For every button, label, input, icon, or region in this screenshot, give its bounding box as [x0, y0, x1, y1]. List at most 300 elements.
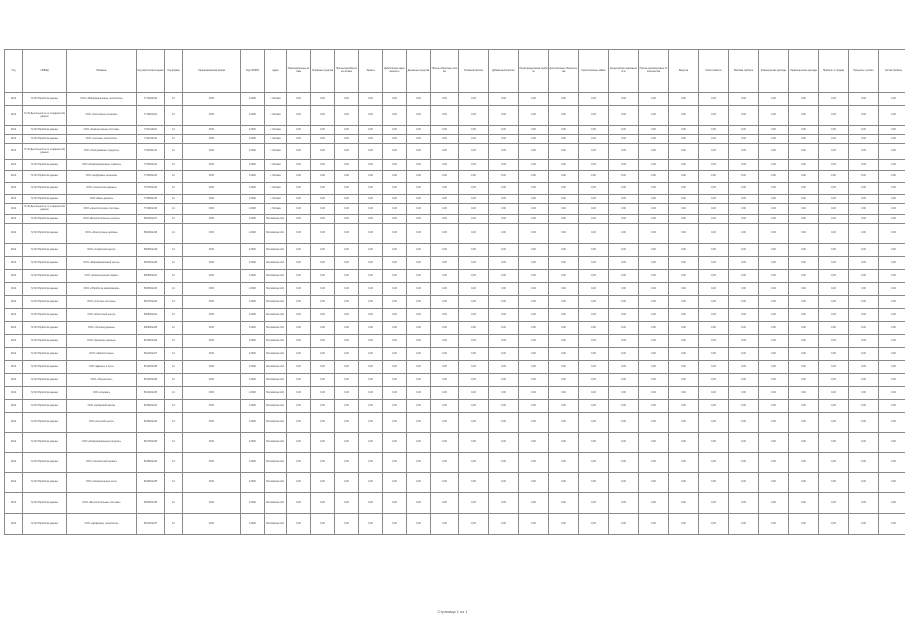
table-cell: 0,00	[519, 144, 549, 160]
table-cell: 0,00	[407, 387, 431, 400]
table-cell: 2014	[5, 106, 23, 126]
table-cell: 2014	[5, 400, 23, 413]
column-header: Управленческие расходы	[789, 50, 819, 93]
table-cell: 72.30 Обработка данных	[23, 224, 67, 244]
table-cell: 0,00	[549, 322, 579, 335]
table-cell: 0,00	[489, 224, 519, 244]
table-cell: 0,00	[549, 348, 579, 361]
table-cell: 0,00	[849, 400, 879, 413]
table-cell: 0,00	[579, 309, 609, 322]
table-cell: 0,00	[849, 160, 879, 171]
table-cell: 2014	[5, 473, 23, 493]
table-cell: 0,00	[789, 270, 819, 283]
table-cell: 12300	[241, 160, 265, 171]
table-cell: 12300	[241, 433, 265, 453]
table-cell: ООО	[183, 335, 241, 348]
table-cell: 0,00	[729, 400, 759, 413]
table-cell: 0,00	[669, 224, 699, 244]
table-cell: 0,00	[335, 144, 359, 160]
table-cell: 0,00	[789, 296, 819, 309]
table-cell: 0,00	[729, 135, 759, 144]
table-cell: 72.40 Деятельность по созданию баз данных	[23, 204, 67, 215]
table-cell: ООО «Информационные сервисы»	[67, 160, 137, 171]
table-cell: 0,00	[579, 183, 609, 195]
table-cell: ООО «Данные и сети»	[67, 361, 137, 374]
table-cell: 12	[165, 183, 183, 195]
table-cell: 0,00	[459, 322, 489, 335]
table-header-row	[5, 50, 905, 93]
table-cell: ООО «Цифровые решения»	[67, 171, 137, 183]
table-cell: 0,00	[407, 400, 431, 413]
table-cell: 0,00	[311, 171, 335, 183]
table-cell: 0,00	[639, 215, 669, 224]
table-cell: 0,00	[879, 204, 905, 215]
table-cell: ООО «Технический сервис»	[67, 453, 137, 473]
table-cell: 0,00	[819, 453, 849, 473]
table-cell: 0,00	[849, 224, 879, 244]
table-cell: 0,00	[459, 413, 489, 433]
table-cell: 0,00	[609, 224, 639, 244]
table-cell: 12300	[241, 135, 265, 144]
table-cell: 5004001220	[137, 257, 165, 270]
table-cell: ООО	[183, 160, 241, 171]
table-cell: 0,00	[519, 400, 549, 413]
table-cell: 0,00	[849, 106, 879, 126]
table-cell: 0,00	[519, 171, 549, 183]
table-cell: 0,00	[819, 413, 849, 433]
table-row	[5, 183, 905, 195]
table-cell: 0,00	[407, 144, 431, 160]
table-cell: 0,00	[639, 93, 669, 106]
table-cell: г. Москва	[265, 171, 287, 183]
table-cell: 0,00	[311, 126, 335, 135]
table-cell: ООО	[183, 322, 241, 335]
column-header: Денежные средства	[407, 50, 431, 93]
table-cell: 12300	[241, 270, 265, 283]
table-cell: 0,00	[759, 374, 789, 387]
table-cell: 0,00	[359, 413, 383, 433]
table-cell: 0,00	[639, 473, 669, 493]
table-cell: Московская обл.	[265, 374, 287, 387]
table-cell: 0,00	[311, 296, 335, 309]
table-cell: 0,00	[383, 309, 407, 322]
table-cell: 0,00	[639, 244, 669, 257]
table-cell: 0,00	[819, 224, 849, 244]
table-cell: 0,00	[407, 433, 431, 453]
table-cell: 0,00	[407, 453, 431, 473]
table-cell: 0,00	[489, 400, 519, 413]
table-cell: 0,00	[849, 335, 879, 348]
table-cell: 0,00	[311, 106, 335, 126]
table-cell: 0,00	[819, 296, 849, 309]
table-cell: 0,00	[759, 195, 789, 204]
table-cell: 0,00	[311, 215, 335, 224]
table-cell: 5002001218	[137, 224, 165, 244]
table-cell: 0,00	[579, 413, 609, 433]
table-cell: 0,00	[699, 204, 729, 215]
table-cell: 0,00	[699, 348, 729, 361]
table-cell: 12300	[241, 106, 265, 126]
table-cell: 0,00	[879, 257, 905, 270]
table-cell: ООО «Сетевые технологии»	[67, 135, 137, 144]
table-cell: 0,00	[849, 126, 879, 135]
table-cell: 0,00	[849, 215, 879, 224]
table-cell: 0,00	[407, 224, 431, 244]
table-cell: 12	[165, 493, 183, 514]
table-cell: 0,00	[699, 144, 729, 160]
table-cell: ООО «Компьютерный сервис»	[67, 270, 137, 283]
table-cell: 0,00	[669, 413, 699, 433]
table-cell: 0,00	[287, 348, 311, 361]
table-row	[5, 126, 905, 135]
table-row	[5, 296, 905, 309]
table-cell: 5019001235	[137, 473, 165, 493]
table-cell: 0,00	[549, 106, 579, 126]
table-cell: 12300	[241, 215, 265, 224]
table-cell: 0,00	[359, 309, 383, 322]
table-cell: 0,00	[383, 335, 407, 348]
table-cell: 0,00	[729, 204, 759, 215]
table-cell: 12	[165, 126, 183, 135]
table-cell: 12300	[241, 413, 265, 433]
table-cell: 0,00	[879, 215, 905, 224]
table-cell: 2014	[5, 195, 23, 204]
table-cell: 0,00	[459, 224, 489, 244]
table-cell: 72.30 Обработка данных	[23, 283, 67, 296]
table-cell: 0,00	[549, 126, 579, 135]
table-cell: 72.30 Обработка данных	[23, 335, 67, 348]
table-cell: 0,00	[729, 183, 759, 195]
table-cell: 0,00	[819, 473, 849, 493]
table-cell: 0,00	[639, 224, 669, 244]
table-cell: 2014	[5, 309, 23, 322]
table-cell: 0,00	[287, 413, 311, 433]
table-cell: 72.30 Обработка данных	[23, 93, 67, 106]
table-cell: 0,00	[609, 106, 639, 126]
table-cell: 0,00	[519, 493, 549, 514]
table-cell: 0,00	[549, 183, 579, 195]
table-cell: 0,00	[729, 309, 759, 322]
table-cell: 0,00	[489, 257, 519, 270]
table-cell: 0,00	[431, 309, 459, 322]
table-cell: 0,00	[609, 144, 639, 160]
table-cell: 0,00	[407, 514, 431, 535]
table-cell: 0,00	[549, 144, 579, 160]
table-cell: 0,00	[359, 257, 383, 270]
table-cell: 0,00	[459, 183, 489, 195]
table-cell: 0,00	[639, 283, 669, 296]
table-cell: ООО «Компьютерные системы»	[67, 126, 137, 135]
column-header: ОКВЭД	[23, 50, 67, 93]
table-cell: 2014	[5, 433, 23, 453]
table-cell: 0,00	[549, 93, 579, 106]
table-cell: 12300	[241, 171, 265, 183]
table-cell: 0,00	[549, 283, 579, 296]
table-cell: 0,00	[431, 215, 459, 224]
table-cell: 0,00	[609, 135, 639, 144]
table-cell: 72.30 Обработка данных	[23, 374, 67, 387]
table-cell: 0,00	[609, 126, 639, 135]
table-cell: 0,00	[789, 171, 819, 183]
table-cell: 0,00	[287, 283, 311, 296]
table-cell: 0,00	[459, 106, 489, 126]
table-cell: 2014	[5, 257, 23, 270]
table-cell: 0,00	[431, 244, 459, 257]
table-cell: ООО	[183, 296, 241, 309]
table-body	[5, 93, 905, 535]
table-cell: 0,00	[359, 135, 383, 144]
table-cell: 0,00	[459, 93, 489, 106]
table-cell: 0,00	[383, 195, 407, 204]
table-cell: 5016001232	[137, 413, 165, 433]
column-header: Чистая прибыль	[879, 50, 905, 93]
table-row	[5, 257, 905, 270]
table-cell: Московская обл.	[265, 296, 287, 309]
table-cell: 0,00	[459, 135, 489, 144]
table-cell: 0,00	[519, 126, 549, 135]
table-cell: 0,00	[579, 171, 609, 183]
table-cell: 0,00	[609, 400, 639, 413]
table-cell: 0,00	[383, 433, 407, 453]
table-cell: 0,00	[579, 215, 609, 224]
table-cell: 0,00	[519, 93, 549, 106]
table-cell: 0,00	[311, 361, 335, 374]
table-cell: 12	[165, 400, 183, 413]
table-cell: 0,00	[489, 473, 519, 493]
table-cell: 0,00	[489, 215, 519, 224]
table-row	[5, 433, 905, 453]
table-cell: 2014	[5, 348, 23, 361]
table-cell: 0,00	[489, 270, 519, 283]
table-cell: 0,00	[311, 433, 335, 453]
table-cell: 0,00	[311, 257, 335, 270]
table-cell: 0,00	[729, 93, 759, 106]
table-cell: 0,00	[431, 453, 459, 473]
table-cell: 0,00	[759, 171, 789, 183]
table-cell: 0,00	[431, 433, 459, 453]
table-cell: 0,00	[729, 126, 759, 135]
column-header: Дебиторская задолженность	[383, 50, 407, 93]
table-cell: 0,00	[819, 348, 849, 361]
column-header: Добавочный капитал	[489, 50, 519, 93]
table-cell: 0,00	[819, 106, 849, 126]
table-cell: ООО «Процессинг»	[67, 374, 137, 387]
column-header: Год	[5, 50, 23, 93]
table-cell: 0,00	[579, 473, 609, 493]
table-cell: 0,00	[459, 493, 489, 514]
table-cell: 0,00	[609, 215, 639, 224]
table-cell: 0,00	[579, 244, 609, 257]
table-cell: 5003001219	[137, 244, 165, 257]
table-cell: 0,00	[579, 335, 609, 348]
table-cell: 12	[165, 204, 183, 215]
table-cell: 0,00	[407, 335, 431, 348]
table-cell: 0,00	[311, 374, 335, 387]
table-cell: 0,00	[759, 135, 789, 144]
table-cell: 7727001214	[137, 183, 165, 195]
table-cell: 72.30 Обработка данных	[23, 322, 67, 335]
table-cell: 12300	[241, 514, 265, 535]
table-cell: 0,00	[549, 224, 579, 244]
table-cell: 0,00	[789, 493, 819, 514]
table-cell: 0,00	[549, 433, 579, 453]
table-cell: 0,00	[849, 135, 879, 144]
table-cell: 0,00	[759, 183, 789, 195]
table-cell: 0,00	[639, 361, 669, 374]
table-cell: 0,00	[849, 183, 879, 195]
table-cell: 0,00	[359, 244, 383, 257]
table-cell: 0,00	[383, 322, 407, 335]
table-cell: 0,00	[519, 244, 549, 257]
table-cell: 0,00	[519, 270, 549, 283]
table-cell: г. Москва	[265, 135, 287, 144]
table-cell: 0,00	[789, 160, 819, 171]
table-cell: г. Москва	[265, 195, 287, 204]
table-cell: 0,00	[759, 433, 789, 453]
table-cell: 0,00	[519, 322, 549, 335]
table-cell: 2014	[5, 322, 23, 335]
table-cell: 0,00	[335, 433, 359, 453]
table-cell: 0,00	[849, 361, 879, 374]
table-cell: Московская обл.	[265, 270, 287, 283]
table-cell: 0,00	[879, 400, 905, 413]
table-cell: 0,00	[609, 171, 639, 183]
column-header: Прочие краткосрочные обязательства	[639, 50, 669, 93]
table-cell: 0,00	[699, 106, 729, 126]
table-cell: 12300	[241, 296, 265, 309]
table-cell: 0,00	[789, 361, 819, 374]
table-cell: Московская обл.	[265, 215, 287, 224]
table-cell: 0,00	[519, 195, 549, 204]
table-cell: 0,00	[431, 361, 459, 374]
table-cell: 0,00	[431, 270, 459, 283]
table-cell: 0,00	[335, 322, 359, 335]
table-cell: 0,00	[431, 387, 459, 400]
table-cell: 0,00	[489, 195, 519, 204]
column-header: Прочие оборотные активы	[431, 50, 459, 93]
table-cell: 0,00	[849, 387, 879, 400]
table-cell: 0,00	[459, 514, 489, 535]
table-cell: 0,00	[335, 270, 359, 283]
table-cell: 0,00	[459, 433, 489, 453]
table-cell: 0,00	[879, 160, 905, 171]
table-cell: 0,00	[335, 348, 359, 361]
table-cell: 72.30 Обработка данных	[23, 215, 67, 224]
table-cell: ООО	[183, 244, 241, 257]
table-cell: 0,00	[849, 195, 879, 204]
table-cell: 0,00	[789, 473, 819, 493]
table-cell: 0,00	[549, 413, 579, 433]
table-cell: 0,00	[287, 171, 311, 183]
table-cell: 0,00	[699, 257, 729, 270]
table-cell: Московская обл.	[265, 348, 287, 361]
table-cell: 0,00	[639, 204, 669, 215]
table-cell: 0,00	[335, 309, 359, 322]
table-cell: 0,00	[759, 453, 789, 473]
table-cell: 0,00	[359, 224, 383, 244]
table-cell: 0,00	[759, 493, 789, 514]
table-cell: 0,00	[759, 296, 789, 309]
table-row	[5, 453, 905, 473]
table-cell: 2014	[5, 204, 23, 215]
table-cell: 0,00	[311, 413, 335, 433]
table-cell: 0,00	[879, 195, 905, 204]
table-cell: 0,00	[609, 204, 639, 215]
table-cell: 0,00	[407, 322, 431, 335]
table-cell: 0,00	[609, 183, 639, 195]
table-cell: 0,00	[879, 387, 905, 400]
table-cell: 0,00	[639, 400, 669, 413]
column-header: Нематериальные активы	[287, 50, 311, 93]
table-cell: 0,00	[359, 473, 383, 493]
table-cell: 12	[165, 374, 183, 387]
table-cell: 0,00	[879, 514, 905, 535]
table-cell: 0,00	[699, 473, 729, 493]
table-cell: 0,00	[549, 514, 579, 535]
table-cell: 0,00	[849, 413, 879, 433]
table-cell: 0,00	[879, 93, 905, 106]
table-cell: 12	[165, 244, 183, 257]
table-cell: 0,00	[489, 374, 519, 387]
table-cell: ООО	[183, 514, 241, 535]
table-cell: 0,00	[639, 126, 669, 135]
table-cell: 0,00	[311, 204, 335, 215]
table-cell: 72.30 Обработка данных	[23, 473, 67, 493]
table-cell: 0,00	[335, 453, 359, 473]
table-cell: 0,00	[335, 106, 359, 126]
table-cell: 0,00	[789, 400, 819, 413]
table-cell: 0,00	[287, 160, 311, 171]
table-cell: 0,00	[729, 322, 759, 335]
table-cell: 0,00	[699, 335, 729, 348]
table-cell: 0,00	[459, 296, 489, 309]
table-cell: 0,00	[549, 361, 579, 374]
table-cell: 5014001230	[137, 387, 165, 400]
table-cell: 0,00	[639, 144, 669, 160]
table-cell: 0,00	[359, 296, 383, 309]
table-cell: 0,00	[699, 135, 729, 144]
table-cell: 0,00	[431, 204, 459, 215]
table-cell: 12	[165, 135, 183, 144]
table-cell: 0,00	[759, 283, 789, 296]
table-cell: 0,00	[359, 374, 383, 387]
table-cell: 0,00	[789, 374, 819, 387]
table-cell: 0,00	[459, 400, 489, 413]
table-row	[5, 224, 905, 244]
table-cell: Московская обл.	[265, 413, 287, 433]
table-cell: 0,00	[335, 296, 359, 309]
table-cell: 72.30 Обработка данных	[23, 400, 67, 413]
table-cell: 0,00	[335, 215, 359, 224]
table-cell: 0,00	[335, 413, 359, 433]
table-cell: 0,00	[879, 453, 905, 473]
table-cell: 0,00	[335, 126, 359, 135]
table-cell: 0,00	[287, 126, 311, 135]
table-cell: 12	[165, 93, 183, 106]
table-cell: 72.30 Обработка данных	[23, 296, 67, 309]
table-cell: 0,00	[431, 374, 459, 387]
table-cell: 0,00	[879, 335, 905, 348]
table-cell: 0,00	[519, 224, 549, 244]
table-cell: 0,00	[335, 224, 359, 244]
table-cell: 0,00	[407, 473, 431, 493]
table-cell: ООО «Базы данных»	[67, 195, 137, 204]
table-cell: 0,00	[335, 244, 359, 257]
column-header: Долгосрочные обязательства	[549, 50, 579, 93]
table-row	[5, 93, 905, 106]
table-cell: 0,00	[639, 171, 669, 183]
table-cell: 0,00	[383, 126, 407, 135]
